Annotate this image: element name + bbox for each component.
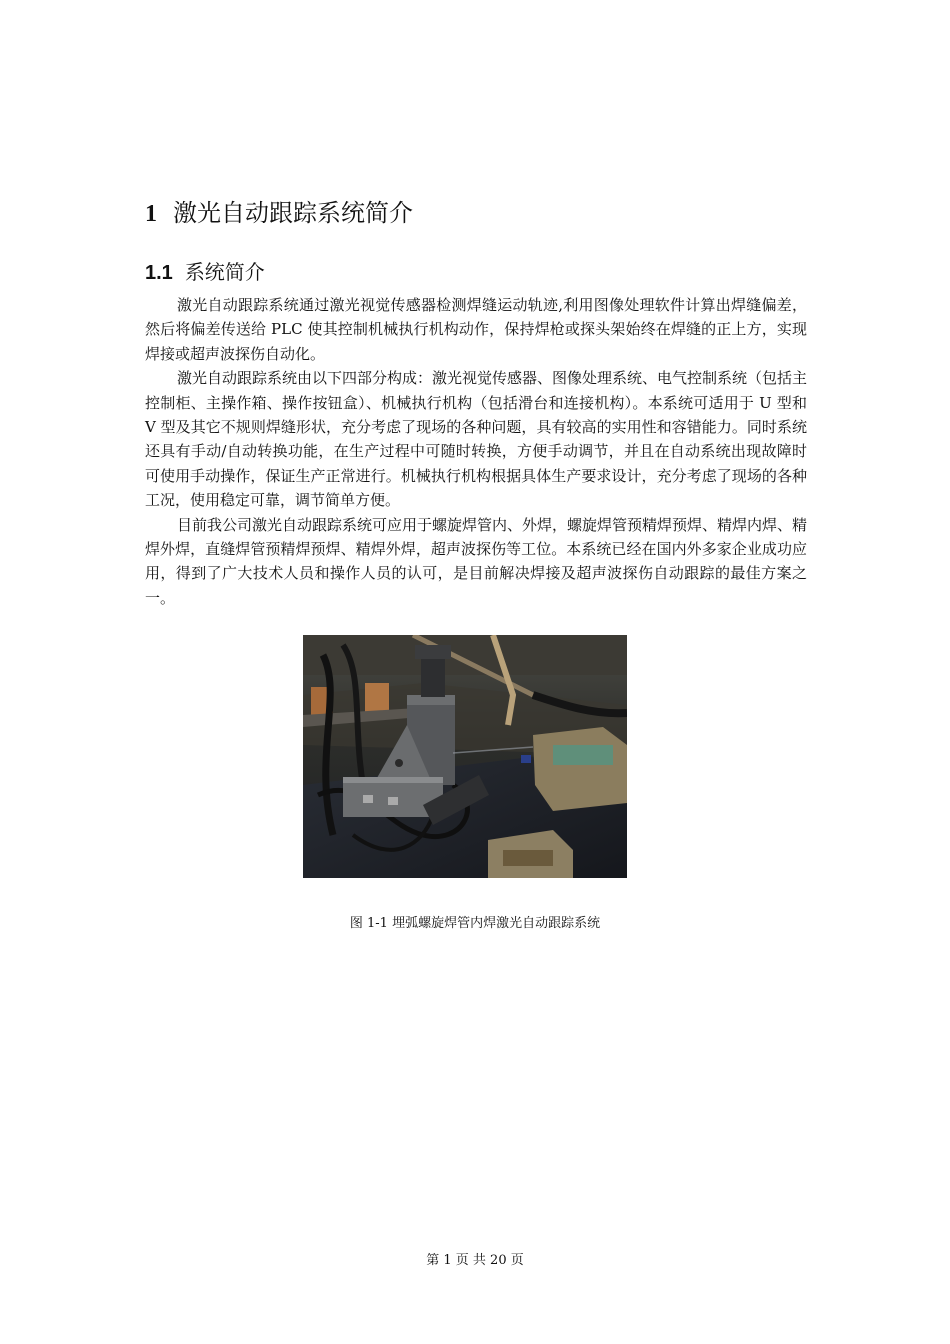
section-number: 1.1 (145, 262, 173, 284)
section-heading (145, 256, 265, 285)
page-footer: 第 1 页 共 20 页 (426, 1253, 524, 1268)
chapter-heading (145, 193, 413, 228)
paragraph-3: 目前我公司激光自动跟踪系统可应用于螺旋焊管内、外焊，螺旋焊管预精焊预焊、精焊内焊、精焊外焊，直缝焊管预精焊预焊、精焊外焊，超声波探伤等工位。本系统已经在国内外多家企业成功应用，得到了广大技术人员和操作人员的认可，是目前解决焊接及超声波探伤自动跟踪的最佳方案之一。 (145, 515, 808, 607)
body-text (145, 293, 807, 610)
paragraph-1: 激光自动跟踪系统通过激光视觉传感器检测焊缝运动轨迹,利用图像处理软件计算出焊缝偏差，然后将偏差传送给 PLC 使其控制机械执行机构动作，保持焊枪或探头架始终在焊缝的正上方，实现焊接或超声波探伤自动化。 (145, 296, 807, 363)
chapter-number: 1 (145, 201, 157, 227)
paragraph-2: 激光自动跟踪系统由以下四部分构成：激光视觉传感器、图像处理系统、电气控制系统（包括主控制柜、主操作箱、操作按钮盒）、机械执行机构（包括滑台和连接机构）。本系统可适用于 U 型和 V 型及其它不规则焊缝形状，充分考虑了现场的各种问题，具有较高的实用性和容错能力。同时系统还具有手动/自动转换功能，在生产过程中可随时转换，方便手动调节，并且在自动系统出现故障时可使用手动操作，保证生产正常进行。机械执行机构根据具体生产要求设计，充分考虑了现场的各种工况，使用稳定可靠，调节简单方便。 (145, 369, 808, 510)
chapter-title: 激光自动跟踪系统简介 (173, 199, 413, 227)
section-title: 系统简介 (184, 260, 265, 284)
laser-tracking-equipment-photo (303, 635, 627, 878)
figure-photo (303, 635, 627, 878)
figure-caption: 图 1-1 埋弧螺旋焊管内焊激光自动跟踪系统 (349, 916, 601, 931)
